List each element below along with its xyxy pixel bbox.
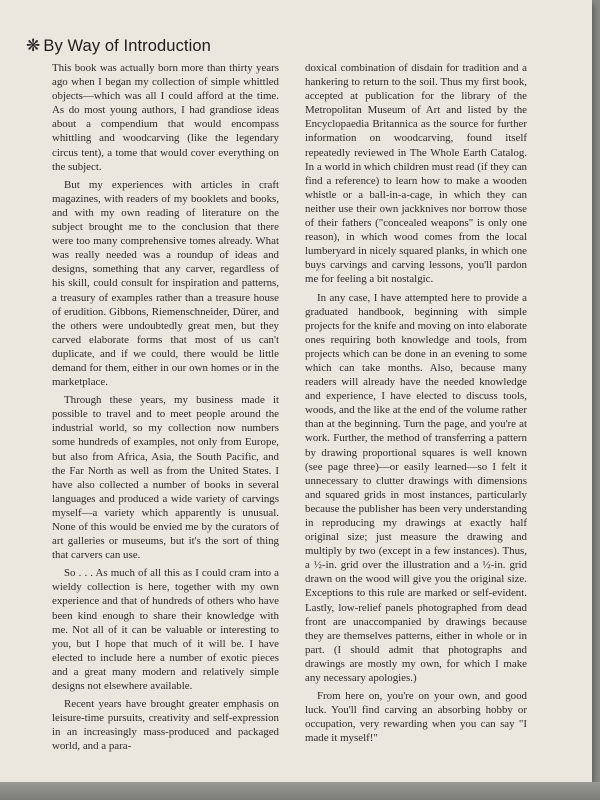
paragraph: Recent years have brought greater emphasis on leisure-time pursuits, creativity and self-expression in an increasingly mass-produced and packaged world, and a para- — [52, 698, 279, 753]
paragraph: doxical combination of disdain for tradition and a hankering to return to the soil. Thus my first book, accepted at publication for the library of the Metropolitan Museum of Art and listed by the Encyclopaedia Britannica as the source for further information on woodcarving, found itself repeatedly reviewed in The Whole Earth Catalog. In a world in which children must read (if they can find a reference) to learn how to make a wooden whistle or a ball-in-a-cage, in which they can neither use their own jackknives nor borrow those of their fathers ("concealed weapons" is only one reason), in which wood comes from the local lumberyard in nicely squared planks, in which one buys carvings and carving lessons, you'll pardon me for feeling a bit nostalgic. — [305, 62, 527, 286]
paragraph: So . . . As much of all this as I could cram into a wieldy collection is here, together with my own experience and that of hundreds of others who have been kind enough to share their knowledge with me. Not all of it can be valuable or interesting to you, but I hope that much of it will be. I have elected to include here a number of exotic pieces and a great many modern and relatively simple designs not elsewhere available. — [52, 567, 279, 693]
page-bottom-edge — [0, 782, 600, 800]
paragraph: Through these years, my business made it possible to travel and to meet people around the industrial world, so my collection now numbers some hundreds of examples, not only from Europe, but also from Africa, Asia, the South Pacific, and the Far North as well as from the United States. I have also collected a number of books in several languages and produced a wide variety of carvings myself—a variety which apparently is unusual. None of this would be envied me by the curators of art galleries or museums, but it's the sort of thing that carvers can use. — [52, 394, 279, 562]
right-text-column — [305, 61, 527, 747]
paragraph: In any case, I have attempted here to provide a graduated handbook, beginning with simple projects for the knife and moving on into elaborate ones requiring both knowledge and tools, from projects which can be done in an evening to some which can take months. Also, because many readers will already have the needed knowledge and experience, I have elected to discuss tools, woods, and the like at the end of the volume rather than at the beginning. Turn the page, and you're at work. Further, the method of transferring a pattern by drawing proportional squares is well known (see page three)—or easily learned—so I felt it unnecessary to clutter drawings with dimensions and squared grids in most instances, particularly because the publisher has been very understanding in reproducing my drawings at exactly half original size; just measure the drawing and multiply by two (except in a few instances). Thus, a ½-in. grid over the illustration and a ½-in. grid drawn on the wood will give you the original size. Exceptions to this rule are marked or self-evident. Lastly, low-relief panels photographed from dead front are unaccompanied by drawings because they are themselves patterns, either in whole or in part. (I should admit that photographs and drawings are mostly my own, for which I make any necessary apologies.) — [305, 291, 527, 685]
paragraph: From here on, you're on your own, and good luck. You'll find carving an absorbing hobby or occupation, very rewarding when you can say "I made it myself!" — [305, 690, 527, 745]
left-text-column — [52, 61, 279, 755]
paragraph: But my experiences with articles in craft magazines, with readers of my booklets and books, and with my own reading of literature on the subject brought me to the conclusion that there were too many comprehensive tomes already. What was really needed was a roundup of ideas and designs, something that any carver, regardless of his skill, could consult for inspiration and patterns, a treasury of examples rather than a treasure house of erudition. Gibbons, Riemenschneider, Dürer, and the others were undoubtedly great men, but they carved elaborate forms that most of us can't duplicate, and if we could, there would be little demand for them, either in our own homes or in the marketplace. — [52, 178, 279, 389]
paragraph: This book was actually born more than thirty years ago when I began my collection of simple whittled objects—which was all I could afford at the time. As do most young authors, I had grandiose ideas about a compendium that would encompass whittling and woodcarving (like the legendary circus tent), a tome that would cover everything on the subject. — [52, 62, 279, 173]
asterisk-flower-icon: ❋ — [26, 36, 41, 55]
chapter-title: By Way of Introduction — [43, 37, 211, 55]
chapter-heading — [26, 36, 211, 56]
